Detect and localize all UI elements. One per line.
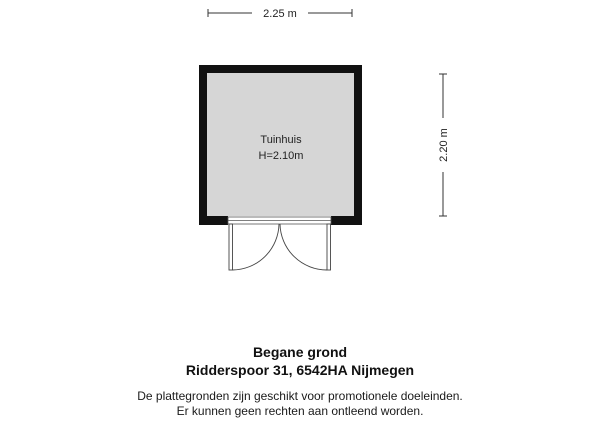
room-height: H=2.10m bbox=[258, 150, 304, 162]
door-leaf-right bbox=[327, 224, 331, 270]
door-leaf-left bbox=[229, 224, 233, 270]
floor-name: Begane grond bbox=[252, 344, 348, 360]
door-swing-left bbox=[233, 224, 280, 270]
wall-bottom-right bbox=[331, 216, 362, 225]
room-name: Tuinhuis bbox=[260, 134, 302, 146]
height-dimension-label: 2.20 m bbox=[438, 128, 450, 162]
door-swing-right bbox=[280, 224, 327, 270]
property-address: Ridderspoor 31, 6542HA Nijmegen bbox=[185, 362, 415, 378]
disclaimer-line-2: Er kunnen geen rechten aan ontleend worden. bbox=[176, 404, 424, 418]
wall-left bbox=[199, 65, 207, 225]
width-dimension-label: 2.25 m bbox=[263, 8, 297, 20]
double-door bbox=[229, 224, 331, 270]
wall-top bbox=[199, 65, 362, 73]
disclaimer-line-1: De plattegronden zijn geschikt voor promotionele doeleinden. bbox=[137, 389, 463, 403]
door-threshold bbox=[228, 217, 331, 224]
wall-right bbox=[354, 65, 362, 225]
wall-bottom-left bbox=[199, 216, 228, 225]
